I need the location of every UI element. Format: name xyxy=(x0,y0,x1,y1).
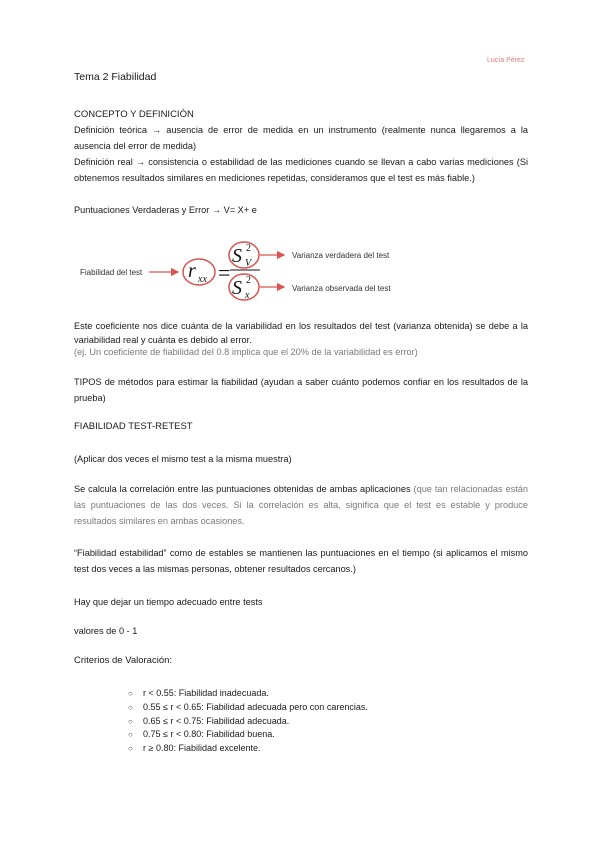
correlacion-main: Se calcula la correlación entre las puntuaciones obtenidas de ambas aplicaciones xyxy=(74,484,411,494)
bullet-icon: ○ xyxy=(128,716,133,726)
criterio-text: r < 0.55: Fiabilidad inadecuada. xyxy=(143,688,269,698)
bullet-icon: ○ xyxy=(128,730,133,740)
valores-text: valores de 0 - 1 xyxy=(74,626,138,636)
fiabilidad-label: Fiabilidad del test xyxy=(80,268,143,277)
criterio-text: 0.65 ≤ r < 0.75: Fiabilidad adecuada. xyxy=(143,715,290,726)
denominator-sub: x xyxy=(245,290,250,301)
definicion-teorica: Definición teórica → ausencia de error de medida en un instrumento (realmente nunca llegaremos a la ausencia del error de medida) xyxy=(74,125,528,152)
list-item xyxy=(128,742,368,756)
numerator-s: S xyxy=(232,245,242,267)
r-subscript: xx xyxy=(198,274,207,285)
r-symbol: r xyxy=(188,260,196,282)
reliability-formula xyxy=(74,234,534,304)
ejemplo-text: (ej. Un coeficiente de fiabilidad del 0.8 implica que el 20% de la variabilidad es error) xyxy=(74,347,418,357)
estabilidad-text: “Fiabilidad estabilidad” como de estables se mantienen las puntuaciones en el tiempo (si aplicamos el mismo test dos veces a las mismas personas, obtener resultados cercanos.) xyxy=(74,548,528,575)
list-item xyxy=(128,687,368,701)
tiempo-text: Hay que dejar un tiempo adecuado entre tests xyxy=(74,597,263,607)
formula-svg xyxy=(74,234,534,304)
author-name: Lucía Pérez xyxy=(487,57,525,64)
numerator-sub: V xyxy=(245,258,252,269)
criterios-list xyxy=(128,687,368,756)
bullet-icon: ○ xyxy=(128,689,133,698)
bullet-icon: ○ xyxy=(128,702,133,712)
tipos-text: TIPOS de métodos para estimar la fiabilidad (ayudan a saber cuánto podemos confiar en los resultados de la prueba) xyxy=(74,377,528,404)
criterios-heading: Criterios de Valoración: xyxy=(74,655,173,666)
criterio-text: 0.55 ≤ r < 0.65: Fiabilidad adecuada pero con carencias. xyxy=(143,701,368,712)
varianza-observada-label: Varianza observada del test xyxy=(292,284,391,293)
page-title: Tema 2 Fiabilidad xyxy=(74,71,157,83)
puntuaciones-verdaderas: Puntuaciones Verdaderas y Error → V= X+ e xyxy=(74,205,257,215)
criterio-text: 0.75 ≤ r < 0.80: Fiabilidad buena. xyxy=(143,729,275,740)
correlacion-paragraph xyxy=(74,481,528,530)
list-item xyxy=(128,728,368,742)
varianza-verdadera-label: Varianza verdadera del test xyxy=(292,251,390,260)
correlacion-explanation: (que tan relacionadas están las puntuaciones de las dos veces. Si la correlación es alta, significa que el test es estable y produce resultados similares en ambas ocasiones. xyxy=(74,484,528,527)
bullet-icon: ○ xyxy=(128,744,133,754)
criterio-text: r ≥ 0.80: Fiabilidad excelente. xyxy=(143,743,261,754)
list-item xyxy=(128,701,368,715)
denominator-sup: 2 xyxy=(246,275,251,286)
numerator-sup: 2 xyxy=(246,243,251,254)
concepto-heading: CONCEPTO Y DEFINICIÓN xyxy=(74,109,194,120)
test-retest-heading: FIABILIDAD TEST-RETEST xyxy=(74,421,193,432)
denominator-s: S xyxy=(232,277,242,299)
equals-sign: = xyxy=(218,260,231,285)
aplicar-text: (Aplicar dos veces el mismo test a la misma muestra) xyxy=(74,454,292,464)
definicion-real: Definición real → consistencia o estabilidad de las mediciones cuando se llevan a cabo varias mediciones (Si obtenemos resultados similares en mediciones repetidas, consideramos que el test es más fiable.) xyxy=(74,157,528,184)
list-item xyxy=(128,715,368,729)
coeficiente-text: Este coeficiente nos dice cuánta de la variabilidad en los resultados del test (varianza obtenida) se debe a la variabilidad real y cuánta es debido al error. xyxy=(74,321,528,345)
